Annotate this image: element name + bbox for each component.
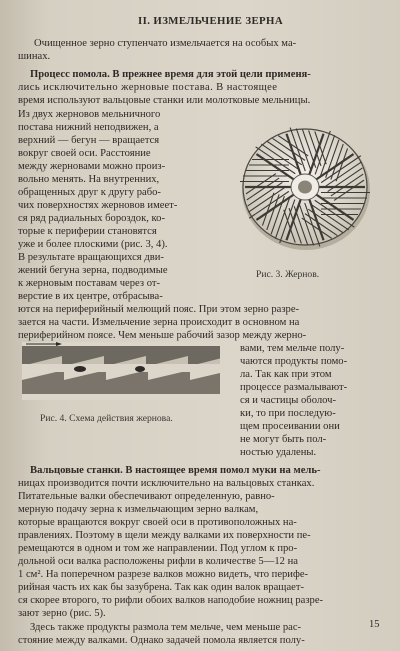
- text-line: ла. Так как при этом: [240, 369, 332, 380]
- text-line: зается на части. Измельчение зерна происходит в основном на: [18, 317, 300, 328]
- text-line: ницах производится почти исключительно на вальцовых станках.: [18, 478, 315, 489]
- text-line: дольной оси валка расположены рифли в количестве 5—12 на: [18, 556, 298, 567]
- text-line: вами, тем мельче полу-: [240, 343, 345, 354]
- text-line: мерную подачу зерна к измельчающим зерно валкам,: [18, 504, 259, 515]
- figure-3-caption: Рис. 3. Жернов.: [256, 269, 320, 280]
- text-line: постава нижний неподвижен, а: [18, 122, 159, 133]
- figure-4-caption: Рис. 4. Схема действия жернова.: [40, 413, 173, 424]
- text-line: между жерновами можно произ-: [18, 161, 166, 172]
- text-line: Из двух жерновов мельничного: [18, 109, 161, 120]
- text-line: зают зерно (рис. 5).: [18, 608, 106, 619]
- text-line: которые вращаются вокруг своей оси в противоположных на-: [18, 517, 297, 528]
- section-heading: II. ИЗМЕЛЬЧЕНИЕ ЗЕРНА: [138, 15, 284, 27]
- text-line: ки, то при последую-: [240, 408, 336, 419]
- subsection-heading-line: Процесс помола. В прежнее время для этой цели применя-: [30, 69, 311, 80]
- text-line: к жерновым поставам через от-: [18, 278, 161, 289]
- text-line: Питательные валки обеспечивают определенную, равно-: [18, 491, 275, 502]
- text-line: обращенных друг к другу рабо-: [18, 187, 161, 198]
- text-line: лись исключительно жерновые постава. В настоящее: [18, 82, 278, 93]
- text-line: процессе размалывают-: [240, 382, 348, 393]
- text-line: щем просеивании они: [240, 421, 340, 432]
- text-line: ся и частицы оболоч-: [240, 395, 337, 406]
- page-number: 15: [369, 619, 380, 630]
- text-line: стояние между валками. Однако задачей помола является полу-: [18, 635, 305, 646]
- text-line: периферийном поясе. Чем меньше рабочий зазор между жерно-: [18, 330, 307, 341]
- text-line: ются на периферийный мелющий пояс. При этом зерно разре-: [18, 304, 300, 315]
- subsection-heading-line: Вальцовые станки. В настоящее время помол муки на мель-: [30, 465, 321, 476]
- text-line: Здесь также продукты размола тем мельче, чем меньше рас-: [30, 622, 302, 633]
- text-line: В результате вращающихся дви-: [18, 252, 164, 263]
- text-line: Очищенное зерно ступенчато измельчается на особых ма-: [34, 38, 297, 49]
- text-line: ностью удалены.: [240, 447, 317, 458]
- text-line: жений бегуна зерна, подводимые: [18, 265, 168, 276]
- text-line: уже и более плоскими (рис. 3, 4).: [18, 239, 168, 250]
- text-line: верстие в их центре, отбрасыва-: [18, 291, 163, 302]
- text-line: торые к периферии становятся: [18, 226, 157, 237]
- millstone-action-diagram: [22, 342, 220, 400]
- text-line: чих поверхностях жерновов имеет-: [18, 200, 178, 211]
- text-line: шинах.: [18, 51, 51, 62]
- text-line: вокруг своей оси. Расстояние: [18, 148, 151, 159]
- text-line: правлениях. Поэтому в щели между валками их поверхности пе-: [18, 530, 311, 541]
- millstone-figure: [224, 124, 386, 254]
- text-line: ремещаются в одном и том же направлении. Под углом к про-: [18, 543, 298, 554]
- text-line: верхний — бегун — вращается: [18, 135, 160, 146]
- text-line: 1 см². На поперечном разрезе валков можно видеть, что перифе-: [18, 569, 309, 580]
- text-line: время используют вальцовые станки или молотковые мельницы.: [18, 95, 311, 106]
- text-line: ся ряд радиальных бороздок, ко-: [18, 213, 165, 224]
- text-line: вольно менять. На внутренних,: [18, 174, 160, 185]
- text-line: рийная часть их как бы зазубрена. Так как один валок вращает-: [18, 582, 304, 593]
- text-line: ся скорее второго, то рифли обоих валков наподобие ножниц разре-: [18, 595, 324, 606]
- text-line: чаются продукты помо-: [240, 356, 348, 367]
- text-line: не могут быть пол-: [240, 434, 327, 445]
